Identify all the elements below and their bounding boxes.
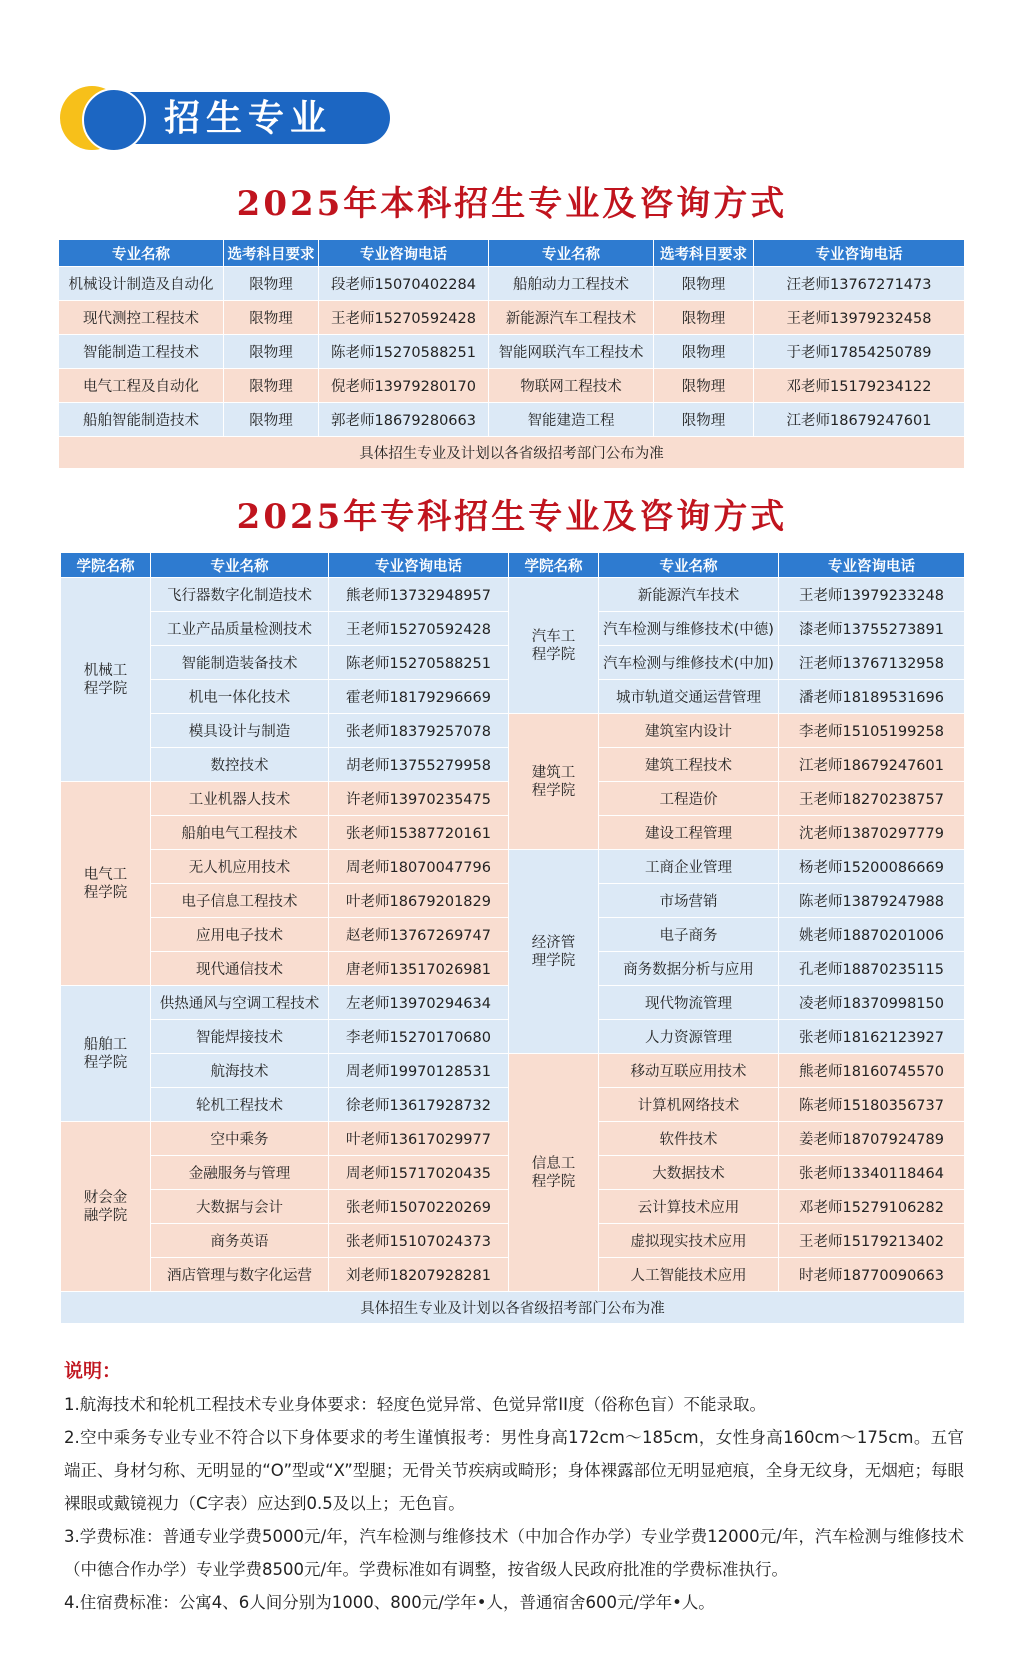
vocational-title: 2025年专科招生专业及咨询方式 xyxy=(236,497,788,537)
consult-phone: 张老师15070220269 xyxy=(329,1190,509,1224)
footer-row xyxy=(61,1292,965,1324)
undergrad-table xyxy=(58,239,965,469)
college-name: 财会金 融学院 xyxy=(61,1122,151,1292)
college-name: 建筑工 程学院 xyxy=(509,714,599,850)
major-name: 电子商务 xyxy=(599,918,779,952)
consult-phone: 汪老师13767132958 xyxy=(779,646,965,680)
consult-phone: 刘老师18207928281 xyxy=(329,1258,509,1292)
major-name: 应用电子技术 xyxy=(151,918,329,952)
table-row xyxy=(59,335,965,369)
table-cell: 段老师15070402284 xyxy=(319,267,489,301)
college-name: 经济管 理学院 xyxy=(509,850,599,1054)
consult-phone: 叶老师13617029977 xyxy=(329,1122,509,1156)
major-name: 商务数据分析与应用 xyxy=(599,952,779,986)
consult-phone: 张老师18162123927 xyxy=(779,1020,965,1054)
consult-phone: 陈老师15270588251 xyxy=(329,646,509,680)
table-row xyxy=(59,403,965,437)
major-name: 航海技术 xyxy=(151,1054,329,1088)
consult-phone: 张老师15107024373 xyxy=(329,1224,509,1258)
table-cell: 现代测控工程技术 xyxy=(59,301,224,335)
major-name: 轮机工程技术 xyxy=(151,1088,329,1122)
college-name: 信息工 程学院 xyxy=(509,1054,599,1292)
note-item: 4.住宿费标准：公寓4、6人间分别为1000、800元/学年•人，普通宿舍600元/学年•人。 xyxy=(64,1593,715,1612)
table-row xyxy=(61,714,965,748)
major-name: 酒店管理与数字化运营 xyxy=(151,1258,329,1292)
table-cell: 限物理 xyxy=(654,403,754,437)
major-name: 市场营销 xyxy=(599,884,779,918)
header-cell: 选考科目要求 xyxy=(224,240,319,267)
table-cell: 限物理 xyxy=(224,301,319,335)
table-row xyxy=(61,1054,965,1088)
major-name: 商务英语 xyxy=(151,1224,329,1258)
footer-note: 具体招生专业及计划以各省级招考部门公布为准 xyxy=(59,437,965,469)
major-name: 虚拟现实技术应用 xyxy=(599,1224,779,1258)
table-cell: 智能制造工程技术 xyxy=(59,335,224,369)
header-cell: 专业名称 xyxy=(151,553,329,578)
major-name: 大数据技术 xyxy=(599,1156,779,1190)
major-name: 智能制造装备技术 xyxy=(151,646,329,680)
table-row xyxy=(59,301,965,335)
table-cell: 邓老师15179234122 xyxy=(754,369,965,403)
major-name: 现代通信技术 xyxy=(151,952,329,986)
section-banner xyxy=(60,86,394,150)
table-cell: 汪老师13767271473 xyxy=(754,267,965,301)
major-name: 软件技术 xyxy=(599,1122,779,1156)
consult-phone: 陈老师13879247988 xyxy=(779,884,965,918)
table-cell: 物联网工程技术 xyxy=(489,369,654,403)
major-name: 大数据与会计 xyxy=(151,1190,329,1224)
college-name: 电气工 程学院 xyxy=(61,782,151,986)
table-cell: 江老师18679247601 xyxy=(754,403,965,437)
table-cell: 限物理 xyxy=(224,369,319,403)
consult-phone: 江老师18679247601 xyxy=(779,748,965,782)
header-cell: 学院名称 xyxy=(61,553,151,578)
consult-phone: 许老师13970235475 xyxy=(329,782,509,816)
consult-phone: 杨老师15200086669 xyxy=(779,850,965,884)
undergrad-header-row xyxy=(59,240,965,267)
header-cell: 选考科目要求 xyxy=(654,240,754,267)
footer-row xyxy=(59,437,965,469)
undergrad-title: 2025年本科招生专业及咨询方式 xyxy=(236,184,788,224)
major-name: 工程造价 xyxy=(599,782,779,816)
college-name: 机械工 程学院 xyxy=(61,578,151,782)
consult-phone: 张老师15387720161 xyxy=(329,816,509,850)
banner-title: 招生专业 xyxy=(164,97,333,139)
consult-phone: 王老师18270238757 xyxy=(779,782,965,816)
major-name: 移动互联应用技术 xyxy=(599,1054,779,1088)
banner-blue-circle-icon xyxy=(82,88,146,152)
consult-phone: 王老师15179213402 xyxy=(779,1224,965,1258)
table-cell: 郭老师18679280663 xyxy=(319,403,489,437)
college-name: 船舶工 程学院 xyxy=(61,986,151,1122)
consult-phone: 熊老师13732948957 xyxy=(329,578,509,612)
consult-phone: 熊老师18160745570 xyxy=(779,1054,965,1088)
major-name: 计算机网络技术 xyxy=(599,1088,779,1122)
consult-phone: 王老师13979233248 xyxy=(779,578,965,612)
major-name: 城市轨道交通运营管理 xyxy=(599,680,779,714)
college-name: 汽车工 程学院 xyxy=(509,578,599,714)
table-cell: 王老师15270592428 xyxy=(319,301,489,335)
table-row xyxy=(59,267,965,301)
table-cell: 限物理 xyxy=(654,301,754,335)
table-cell: 限物理 xyxy=(654,267,754,301)
consult-phone: 漆老师13755273891 xyxy=(779,612,965,646)
major-name: 建筑工程技术 xyxy=(599,748,779,782)
header-cell: 专业咨询电话 xyxy=(754,240,965,267)
consult-phone: 张老师18379257078 xyxy=(329,714,509,748)
major-name: 工商企业管理 xyxy=(599,850,779,884)
major-name: 模具设计与制造 xyxy=(151,714,329,748)
consult-phone: 邓老师15279106282 xyxy=(779,1190,965,1224)
header-cell: 专业名称 xyxy=(59,240,224,267)
table-cell: 限物理 xyxy=(224,267,319,301)
major-name: 人工智能技术应用 xyxy=(599,1258,779,1292)
major-name: 智能焊接技术 xyxy=(151,1020,329,1054)
major-name: 无人机应用技术 xyxy=(151,850,329,884)
table-cell: 船舶动力工程技术 xyxy=(489,267,654,301)
consult-phone: 周老师19970128531 xyxy=(329,1054,509,1088)
consult-phone: 张老师13340118464 xyxy=(779,1156,965,1190)
consult-phone: 沈老师13870297779 xyxy=(779,816,965,850)
table-cell: 机械设计制造及自动化 xyxy=(59,267,224,301)
table-cell: 船舶智能制造技术 xyxy=(59,403,224,437)
consult-phone: 唐老师13517026981 xyxy=(329,952,509,986)
major-name: 飞行器数字化制造技术 xyxy=(151,578,329,612)
consult-phone: 姜老师18707924789 xyxy=(779,1122,965,1156)
table-cell: 智能网联汽车工程技术 xyxy=(489,335,654,369)
major-name: 船舶电气工程技术 xyxy=(151,816,329,850)
major-name: 云计算技术应用 xyxy=(599,1190,779,1224)
table-cell: 电气工程及自动化 xyxy=(59,369,224,403)
major-name: 金融服务与管理 xyxy=(151,1156,329,1190)
major-name: 新能源汽车技术 xyxy=(599,578,779,612)
consult-phone: 姚老师18870201006 xyxy=(779,918,965,952)
major-name: 汽车检测与维修技术(中加) xyxy=(599,646,779,680)
consult-phone: 李老师15105199258 xyxy=(779,714,965,748)
table-cell: 限物理 xyxy=(654,369,754,403)
note-item: 1.航海技术和轮机工程技术专业身体要求：轻度色觉异常、色觉异常II度（俗称色盲）不能录取。 xyxy=(64,1395,766,1414)
table-cell: 限物理 xyxy=(224,403,319,437)
table-row xyxy=(59,369,965,403)
consult-phone: 李老师15270170680 xyxy=(329,1020,509,1054)
consult-phone: 霍老师18179296669 xyxy=(329,680,509,714)
consult-phone: 孔老师18870235115 xyxy=(779,952,965,986)
table-cell: 限物理 xyxy=(224,335,319,369)
notes-section xyxy=(64,1355,964,1619)
major-name: 机电一体化技术 xyxy=(151,680,329,714)
table-cell: 新能源汽车工程技术 xyxy=(489,301,654,335)
header-cell: 学院名称 xyxy=(509,553,599,578)
consult-phone: 徐老师13617928732 xyxy=(329,1088,509,1122)
major-name: 现代物流管理 xyxy=(599,986,779,1020)
consult-phone: 凌老师18370998150 xyxy=(779,986,965,1020)
table-cell: 倪老师13979280170 xyxy=(319,369,489,403)
major-name: 建设工程管理 xyxy=(599,816,779,850)
consult-phone: 赵老师13767269747 xyxy=(329,918,509,952)
consult-phone: 潘老师18189531696 xyxy=(779,680,965,714)
header-cell: 专业咨询电话 xyxy=(319,240,489,267)
consult-phone: 胡老师13755279958 xyxy=(329,748,509,782)
table-cell: 智能建造工程 xyxy=(489,403,654,437)
note-item: 2.空中乘务专业专业不符合以下身体要求的考生谨慎报考：男性身高172cm～185cm，女性身高160cm～175cm。五官端正、身材匀称、无明显的“O”型或“X”型腿；无骨关节疾病或畸形；身体裸露部位无明显疤痕，全身无纹身，无烟疤；每眼裸眼或戴镜视力（C字表）应达到0.5及以上；无色盲。 xyxy=(64,1428,964,1513)
consult-phone: 左老师13970294634 xyxy=(329,986,509,1020)
major-name: 电子信息工程技术 xyxy=(151,884,329,918)
note-item: 3.学费标准：普通专业学费5000元/年，汽车检测与维修技术（中加合作办学）专业学费12000元/年，汽车检测与维修技术（中德合作办学）专业学费8500元/年。学费标准如有调整，按省级人民政府批准的学费标准执行。 xyxy=(64,1527,964,1579)
major-name: 人力资源管理 xyxy=(599,1020,779,1054)
table-row xyxy=(61,578,965,612)
vocational-header-row xyxy=(61,553,965,578)
consult-phone: 时老师18770090663 xyxy=(779,1258,965,1292)
table-cell: 于老师17854250789 xyxy=(754,335,965,369)
header-cell: 专业咨询电话 xyxy=(779,553,965,578)
header-cell: 专业咨询电话 xyxy=(329,553,509,578)
major-name: 工业产品质量检测技术 xyxy=(151,612,329,646)
consult-phone: 陈老师15180356737 xyxy=(779,1088,965,1122)
major-name: 空中乘务 xyxy=(151,1122,329,1156)
consult-phone: 王老师15270592428 xyxy=(329,612,509,646)
major-name: 供热通风与空调工程技术 xyxy=(151,986,329,1020)
major-name: 汽车检测与维修技术(中德) xyxy=(599,612,779,646)
consult-phone: 周老师18070047796 xyxy=(329,850,509,884)
consult-phone: 叶老师18679201829 xyxy=(329,884,509,918)
footer-note: 具体招生专业及计划以各省级招考部门公布为准 xyxy=(61,1292,965,1324)
notes-label: 说明： xyxy=(64,1360,122,1382)
table-cell: 陈老师15270588251 xyxy=(319,335,489,369)
major-name: 工业机器人技术 xyxy=(151,782,329,816)
table-cell: 王老师13979232458 xyxy=(754,301,965,335)
consult-phone: 周老师15717020435 xyxy=(329,1156,509,1190)
header-cell: 专业名称 xyxy=(599,553,779,578)
table-row xyxy=(61,850,965,884)
major-name: 数控技术 xyxy=(151,748,329,782)
table-cell: 限物理 xyxy=(654,335,754,369)
major-name: 建筑室内设计 xyxy=(599,714,779,748)
vocational-table xyxy=(60,552,965,1324)
header-cell: 专业名称 xyxy=(489,240,654,267)
